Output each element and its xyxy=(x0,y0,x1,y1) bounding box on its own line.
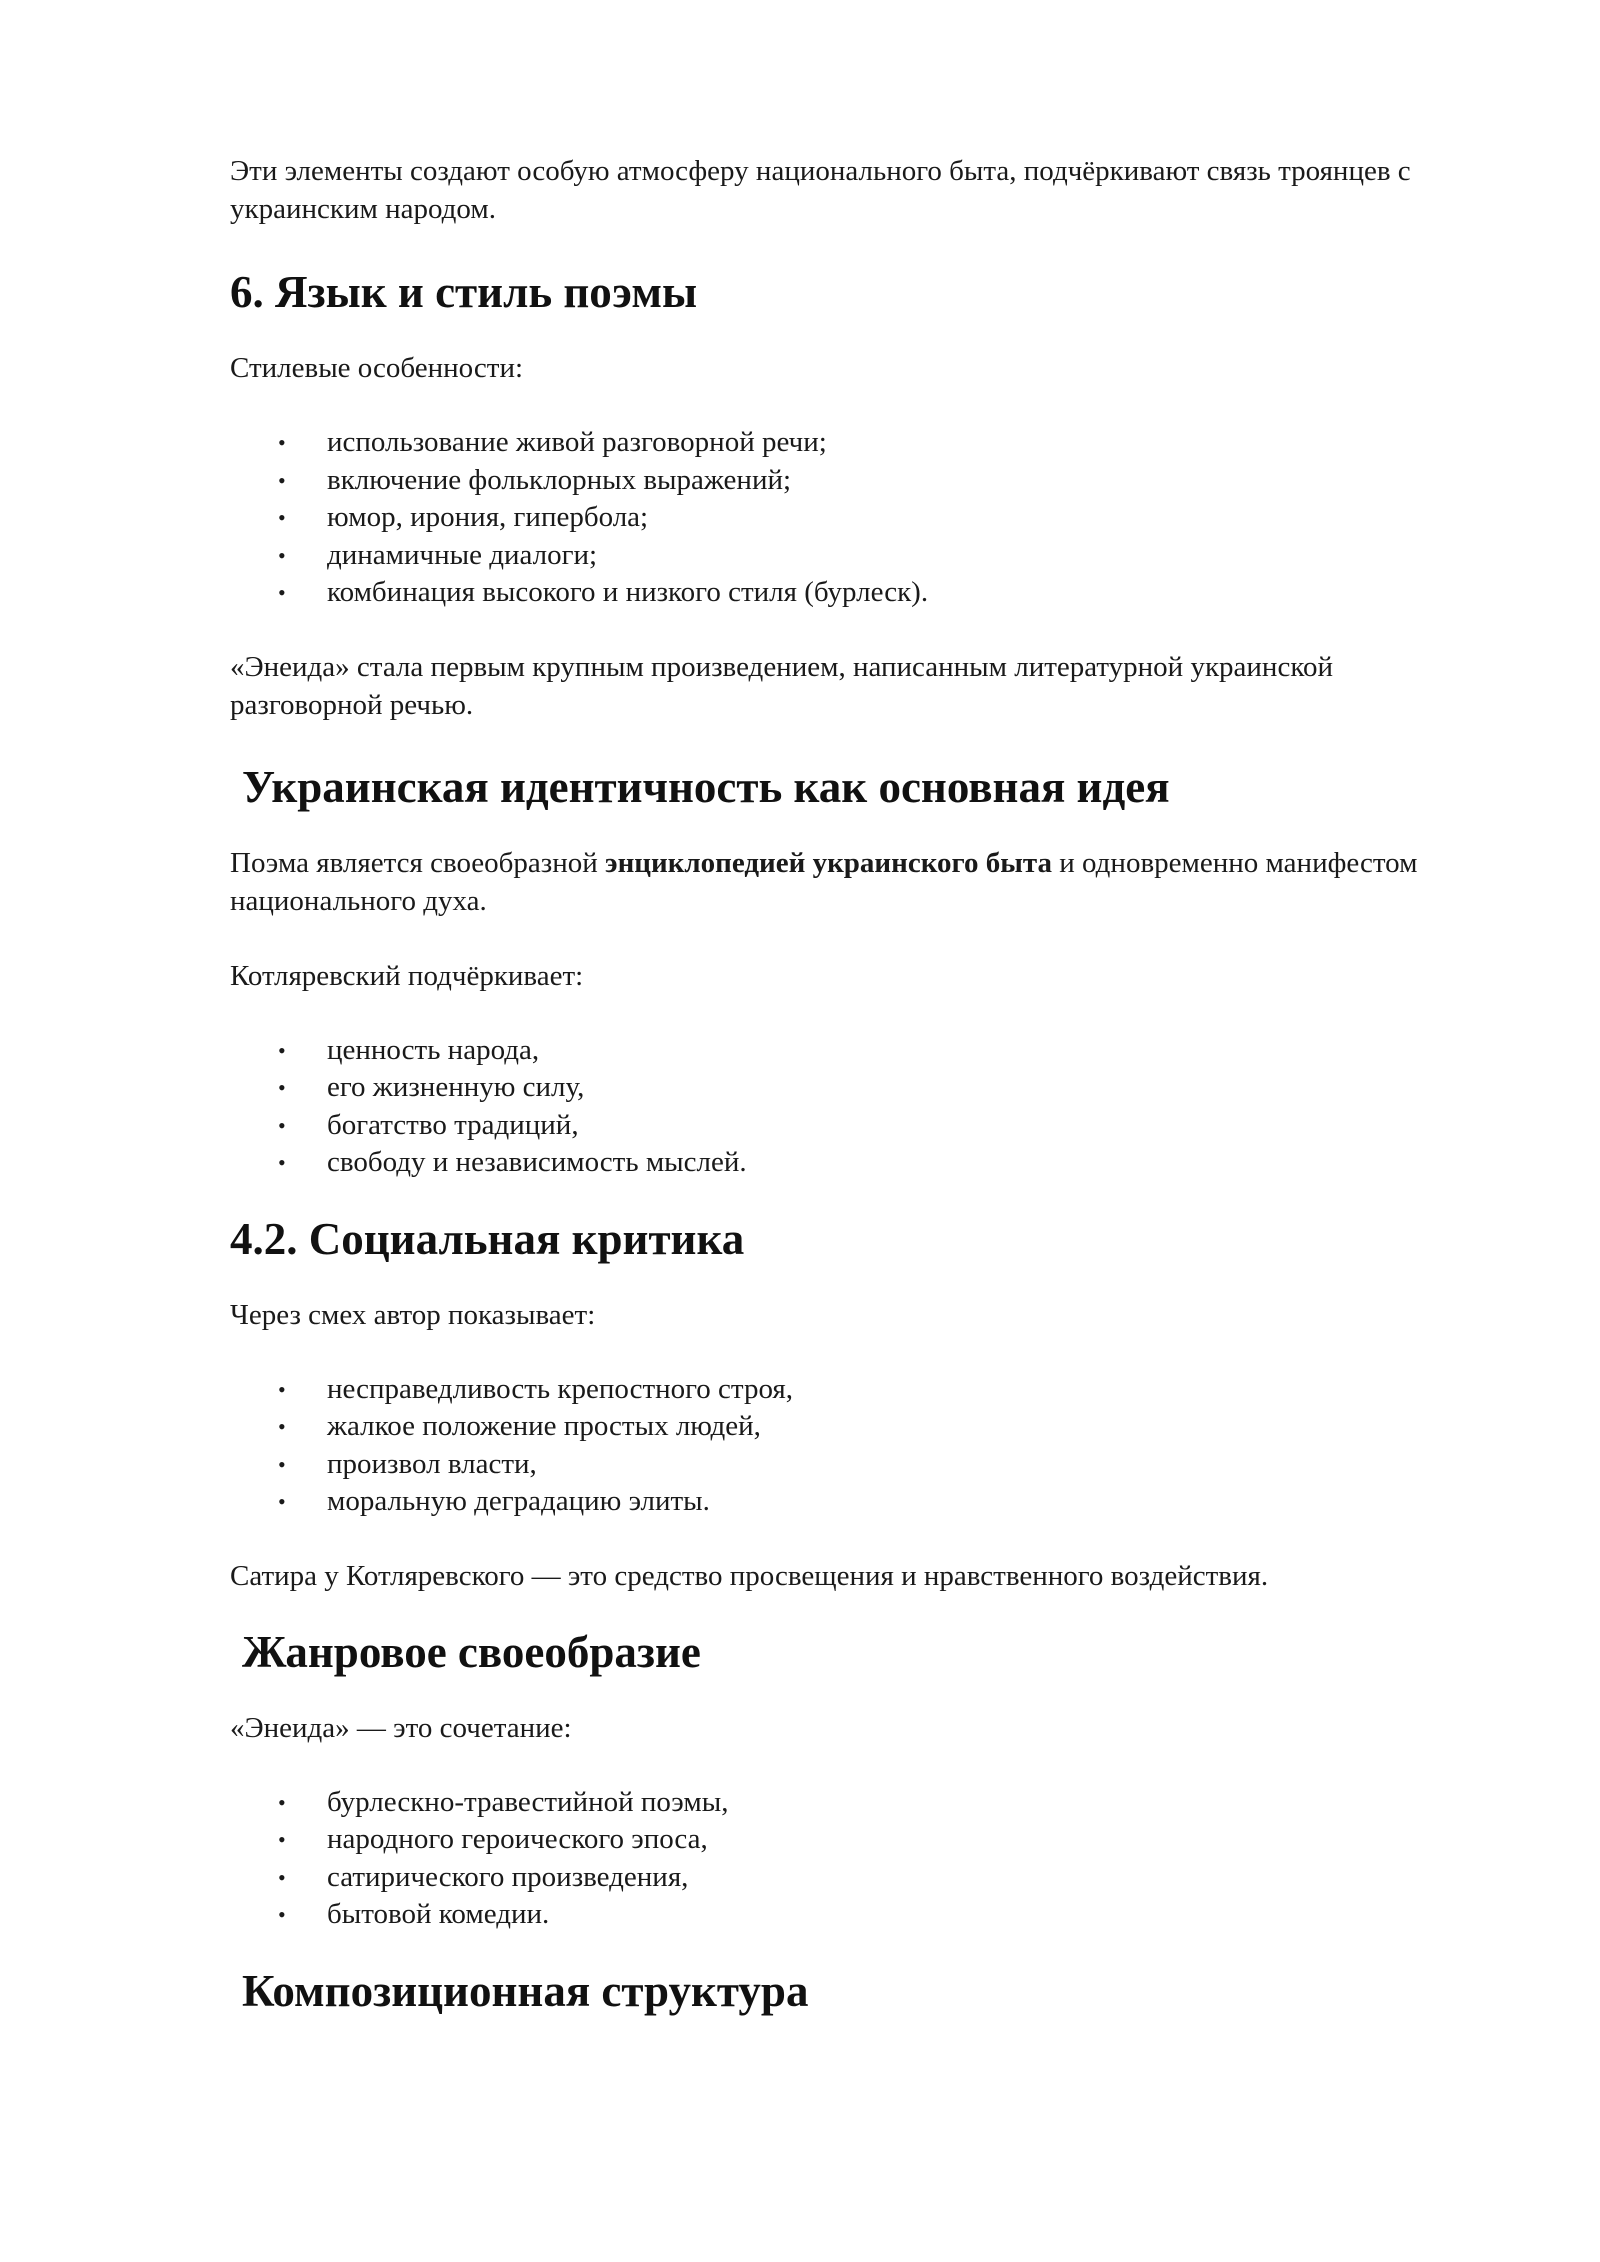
heading-social-criticism: 4.2. Социальная критика xyxy=(230,1213,745,1264)
identity-lead-emphasis: энциклопедией украинского быта xyxy=(605,846,1052,879)
bullet-icon: • xyxy=(278,1789,286,1815)
bullet-icon: • xyxy=(278,1376,286,1402)
language-conclusion: «Энеида» стала первым крупным произведением, написанным литературной украинской разговорной речью. xyxy=(230,650,1333,721)
list-item: • богатство традиций, xyxy=(230,1107,1480,1145)
genre-list xyxy=(230,1784,1480,1934)
list-item: • бурлескно-травестийной поэмы, xyxy=(230,1784,1480,1822)
genre-lead: «Энеида» — это сочетание: xyxy=(230,1711,572,1744)
identity-lead: Поэма является своеобразной энциклопедией украинского быта и одновременно манифестом национального духа. xyxy=(230,846,1418,917)
bullet-icon: • xyxy=(278,542,286,568)
identity-lead2: Котляревский подчёркивает: xyxy=(230,959,584,992)
list-item: • бытовой комедии. xyxy=(230,1896,1480,1934)
heading-ukrainian-identity: Украинская идентичность как основная идея xyxy=(242,761,1170,812)
list-item: • народного героического эпоса, xyxy=(230,1821,1480,1859)
list-item: • моральную деградацию элиты. xyxy=(230,1483,1480,1521)
bullet-icon: • xyxy=(278,1037,286,1063)
list-item: • жалкое положение простых людей, xyxy=(230,1408,1480,1446)
social-lead: Через смех автор показывает: xyxy=(230,1298,596,1331)
bullet-icon: • xyxy=(278,1075,286,1100)
heading-genre: Жанровое своеобразие xyxy=(242,1626,701,1677)
bullet-icon: • xyxy=(278,1451,286,1477)
social-list xyxy=(230,1371,1480,1521)
heading-language-style: 6. Язык и стиль поэмы xyxy=(230,267,698,317)
list-item: • динамичные диалоги; xyxy=(230,537,1480,575)
bullet-icon: • xyxy=(278,1112,286,1138)
bullet-icon: • xyxy=(278,1827,286,1852)
bullet-icon: • xyxy=(278,1864,286,1890)
bullet-icon: • xyxy=(278,1150,286,1175)
heading-composition: Композиционная структура xyxy=(242,1965,809,2016)
bullet-icon: • xyxy=(278,1489,286,1514)
identity-list xyxy=(230,1032,1480,1182)
language-lead: Стилевые особенности: xyxy=(230,352,524,384)
list-item: • несправедливость крепостного строя, xyxy=(230,1371,1480,1409)
list-item: • свободу и независимость мыслей. xyxy=(230,1144,1480,1182)
bullet-icon: • xyxy=(278,1902,286,1927)
language-list xyxy=(230,424,1480,612)
bullet-icon: • xyxy=(278,467,286,493)
list-item: • комбинация высокого и низкого стиля (бурлеск). xyxy=(230,574,1480,612)
list-item: • сатирического произведения, xyxy=(230,1859,1480,1897)
bullet-icon: • xyxy=(278,580,286,605)
list-item: • ценность народа, xyxy=(230,1032,1480,1070)
list-item: • его жизненную силу, xyxy=(230,1069,1480,1107)
list-item: • произвол власти, xyxy=(230,1446,1480,1484)
bullet-icon: • xyxy=(278,505,286,530)
document-page xyxy=(230,152,1480,2018)
list-item: • использование живой разговорной речи; xyxy=(230,424,1480,462)
intro-paragraph: Эти элементы создают особую атмосферу национального быта, подчёркивают связь троянцев с украинским народом. xyxy=(230,155,1411,225)
bullet-icon: • xyxy=(278,430,286,455)
bullet-icon: • xyxy=(278,1414,286,1439)
social-conclusion: Сатира у Котляревского — это средство просвещения и нравственного воздействия. xyxy=(230,1559,1269,1592)
list-item: • юмор, ирония, гипербола; xyxy=(230,499,1480,537)
list-item: • включение фольклорных выражений; xyxy=(230,462,1480,500)
